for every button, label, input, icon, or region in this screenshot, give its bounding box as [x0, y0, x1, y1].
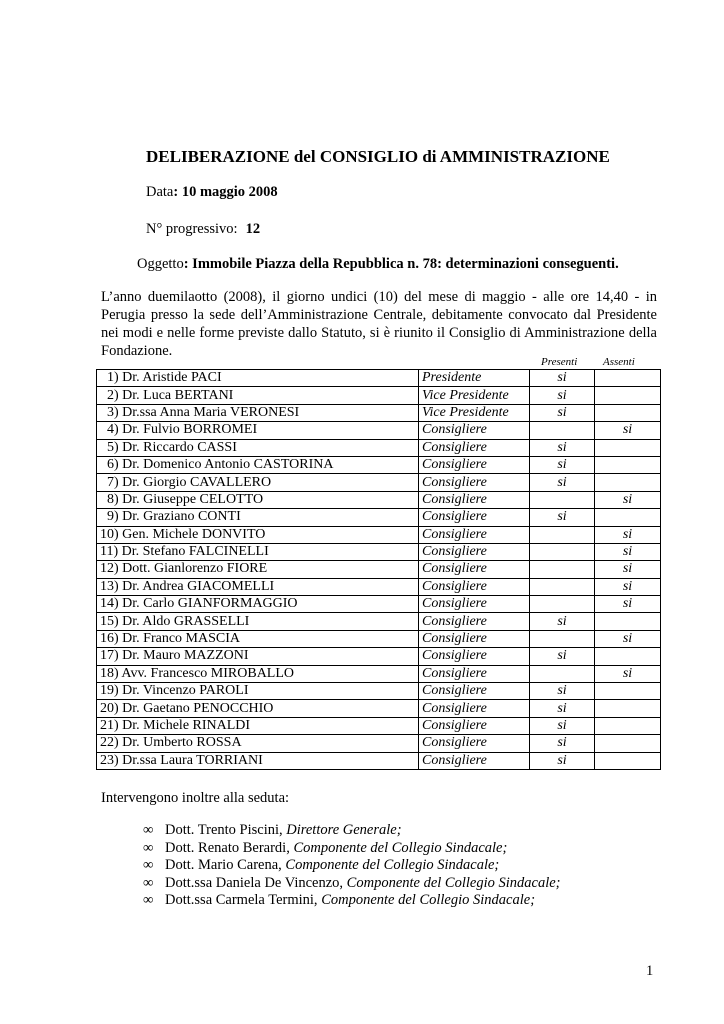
table-row	[97, 561, 661, 578]
member-assenti	[595, 613, 661, 630]
attendee-name: Dott. Trento Piscini,	[165, 822, 287, 838]
member-name: 4) Dr. Fulvio BORROMEI	[97, 422, 419, 439]
member-name: 16) Dr. Franco MASCIA	[97, 630, 419, 647]
member-name: 19) Dr. Vincenzo PAROLI	[97, 683, 419, 700]
member-presenti: si	[530, 474, 595, 491]
member-presenti	[530, 561, 595, 578]
member-assenti	[595, 509, 661, 526]
attendee-name: Dott. Mario Carena,	[165, 857, 286, 874]
date-value: : 10 maggio 2008	[173, 184, 278, 200]
member-presenti	[530, 578, 595, 595]
table-row	[97, 387, 661, 404]
member-assenti	[595, 387, 661, 404]
member-name: 6) Dr. Domenico Antonio CASTORINA	[97, 456, 419, 473]
member-presenti	[530, 665, 595, 682]
member-role: Consigliere	[419, 578, 530, 595]
attendee-role: Componente del Collegio Sindacale;	[285, 857, 500, 874]
progressive-number-label: N° progressivo:	[146, 221, 238, 237]
member-presenti: si	[530, 700, 595, 717]
table-row	[97, 526, 661, 543]
subject-line	[137, 256, 619, 273]
attendee-role: Componente del Collegio Sindacale;	[321, 892, 536, 909]
table-row	[97, 491, 661, 508]
member-assenti: si	[595, 665, 661, 682]
member-role: Consigliere	[419, 613, 530, 630]
table-row	[97, 613, 661, 630]
member-assenti: si	[595, 543, 661, 560]
member-name: 7) Dr. Giorgio CAVALLERO	[97, 474, 419, 491]
member-presenti: si	[530, 683, 595, 700]
list-item	[143, 875, 561, 893]
member-role: Consigliere	[419, 648, 530, 665]
member-assenti	[595, 404, 661, 421]
member-role: Consigliere	[419, 596, 530, 613]
member-role: Consigliere	[419, 456, 530, 473]
member-role: Vice Presidente	[419, 387, 530, 404]
member-name: 3) Dr.ssa Anna Maria VERONESI	[97, 404, 419, 421]
member-name: 15) Dr. Aldo GRASSELLI	[97, 613, 419, 630]
infinity-bullet-icon: ∞	[143, 874, 154, 891]
member-presenti: si	[530, 735, 595, 752]
member-presenti: si	[530, 509, 595, 526]
member-role: Consigliere	[419, 526, 530, 543]
member-name: 5) Dr. Riccardo CASSI	[97, 439, 419, 456]
member-role: Consigliere	[419, 752, 530, 769]
table-row	[97, 370, 661, 387]
table-row	[97, 630, 661, 647]
member-presenti: si	[530, 717, 595, 734]
member-presenti	[530, 630, 595, 647]
member-role: Consigliere	[419, 439, 530, 456]
list-item	[143, 840, 561, 858]
document-title: DELIBERAZIONE del CONSIGLIO di AMMINISTRAZIONE	[146, 147, 610, 166]
attendee-name: Dott.ssa Carmela Termini,	[165, 892, 322, 909]
table-row	[97, 683, 661, 700]
member-presenti: si	[530, 404, 595, 421]
member-role: Consigliere	[419, 561, 530, 578]
member-presenti: si	[530, 613, 595, 630]
attendance-table	[96, 369, 661, 770]
table-row	[97, 543, 661, 560]
member-role: Consigliere	[419, 422, 530, 439]
column-header-presenti: Presenti	[541, 356, 578, 368]
intro-paragraph: L’anno duemilaotto (2008), il giorno undici (10) del mese di maggio - alle ore 14,40 - in Perugia presso la sede dell’Amministrazione Centrale, debitamente convocato dal Presidente nei modi e nelle forme previste dallo Statuto, si è riunito il Consiglio di Amministrazione della Fondazione.	[101, 289, 657, 359]
table-row	[97, 717, 661, 734]
member-role: Presidente	[419, 370, 530, 387]
table-row	[97, 439, 661, 456]
member-assenti	[595, 648, 661, 665]
member-presenti: si	[530, 370, 595, 387]
table-row	[97, 404, 661, 421]
table-row	[97, 700, 661, 717]
infinity-bullet-icon: ∞	[143, 892, 154, 909]
member-assenti	[595, 683, 661, 700]
attendee-role: Direttore Generale;	[286, 822, 402, 838]
infinity-bullet-icon: ∞	[143, 839, 154, 856]
table-row	[97, 665, 661, 682]
attendee-name: Dott. Renato Berardi,	[165, 839, 294, 856]
member-presenti: si	[530, 387, 595, 404]
member-assenti	[595, 474, 661, 491]
date-line	[146, 184, 278, 201]
table-row	[97, 752, 661, 769]
table-row	[97, 735, 661, 752]
member-presenti: si	[530, 439, 595, 456]
member-name: 20) Dr. Gaetano PENOCCHIO	[97, 700, 419, 717]
attendee-role: Componente del Collegio Sindacale;	[346, 874, 561, 891]
member-presenti	[530, 526, 595, 543]
member-name: 12) Dott. Gianlorenzo FIORE	[97, 561, 419, 578]
member-role: Consigliere	[419, 717, 530, 734]
member-role: Consigliere	[419, 700, 530, 717]
member-presenti	[530, 491, 595, 508]
member-role: Consigliere	[419, 509, 530, 526]
member-name: 13) Dr. Andrea GIACOMELLI	[97, 578, 419, 595]
member-name: 10) Gen. Michele DONVITO	[97, 526, 419, 543]
attendance-table-body	[97, 370, 661, 770]
subject-label: Oggetto	[137, 256, 184, 272]
progressive-number-value: 12	[245, 221, 261, 237]
member-assenti: si	[595, 422, 661, 439]
member-assenti	[595, 456, 661, 473]
attendee-role: Componente del Collegio Sindacale;	[293, 839, 508, 856]
member-assenti	[595, 439, 661, 456]
member-presenti: si	[530, 752, 595, 769]
member-role: Consigliere	[419, 491, 530, 508]
infinity-bullet-icon: ∞	[143, 857, 154, 874]
member-assenti: si	[595, 578, 661, 595]
member-role: Consigliere	[419, 735, 530, 752]
member-name: 22) Dr. Umberto ROSSA	[97, 735, 419, 752]
table-row	[97, 509, 661, 526]
table-row	[97, 422, 661, 439]
list-item	[143, 857, 561, 875]
member-name: 9) Dr. Graziano CONTI	[97, 509, 419, 526]
member-presenti	[530, 596, 595, 613]
member-role: Consigliere	[419, 474, 530, 491]
member-assenti	[595, 700, 661, 717]
member-role: Consigliere	[419, 630, 530, 647]
member-presenti: si	[530, 648, 595, 665]
member-assenti: si	[595, 630, 661, 647]
member-assenti	[595, 717, 661, 734]
member-assenti	[595, 370, 661, 387]
table-row	[97, 456, 661, 473]
member-role: Consigliere	[419, 683, 530, 700]
member-name: 21) Dr. Michele RINALDI	[97, 717, 419, 734]
member-presenti	[530, 543, 595, 560]
progressive-number-line	[146, 221, 260, 238]
member-name: 18) Avv. Francesco MIROBALLO	[97, 665, 419, 682]
member-name: 1) Dr. Aristide PACI	[97, 370, 419, 387]
column-header-assenti: Assenti	[603, 356, 635, 368]
subject-value: : Immobile Piazza della Repubblica n. 78: determinazioni conseguenti.	[183, 256, 619, 272]
member-name: 2) Dr. Luca BERTANI	[97, 387, 419, 404]
table-row	[97, 596, 661, 613]
member-name: 17) Dr. Mauro MAZZONI	[97, 648, 419, 665]
also-present-label: Intervengono inoltre alla seduta:	[101, 790, 290, 806]
member-name: 8) Dr. Giuseppe CELOTTO	[97, 491, 419, 508]
member-name: 11) Dr. Stefano FALCINELLI	[97, 543, 419, 560]
table-row	[97, 474, 661, 491]
member-presenti	[530, 422, 595, 439]
page-number: 1	[646, 963, 654, 979]
member-assenti: si	[595, 491, 661, 508]
table-row	[97, 578, 661, 595]
attendee-name: Dott.ssa Daniela De Vincenzo,	[165, 874, 347, 891]
member-role: Vice Presidente	[419, 404, 530, 421]
member-assenti	[595, 735, 661, 752]
member-role: Consigliere	[419, 543, 530, 560]
member-assenti	[595, 752, 661, 769]
member-name: 23) Dr.ssa Laura TORRIANI	[97, 752, 419, 769]
date-label: Data	[146, 184, 174, 200]
member-assenti: si	[595, 526, 661, 543]
member-role: Consigliere	[419, 665, 530, 682]
attendees-list	[143, 822, 561, 910]
list-item	[143, 822, 561, 840]
member-assenti: si	[595, 561, 661, 578]
infinity-bullet-icon: ∞	[143, 822, 154, 838]
member-assenti: si	[595, 596, 661, 613]
list-item	[143, 892, 561, 910]
member-presenti: si	[530, 456, 595, 473]
member-name: 14) Dr. Carlo GIANFORMAGGIO	[97, 596, 419, 613]
table-row	[97, 648, 661, 665]
